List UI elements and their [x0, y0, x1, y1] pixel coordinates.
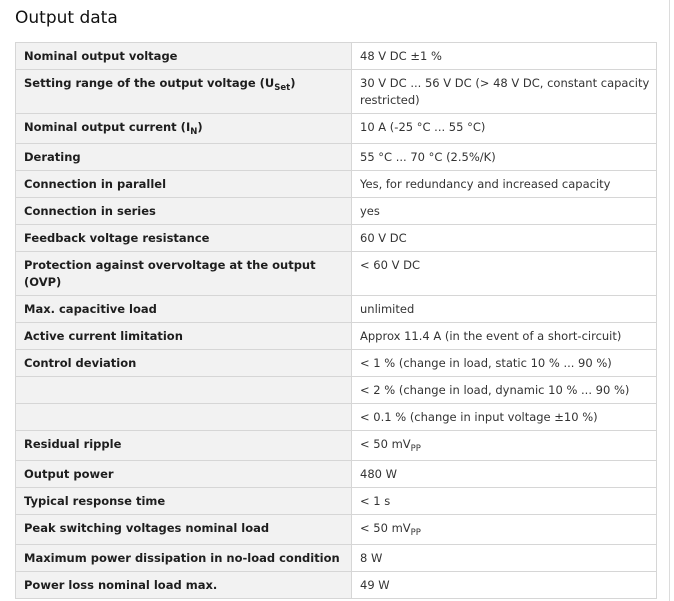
row-label: Residual ripple	[24, 437, 122, 451]
row-value: < 50 mV	[360, 437, 411, 451]
row-value: 480 W	[360, 467, 397, 481]
row-value-cell	[352, 515, 657, 545]
row-value: 55 °C ... 70 °C (2.5%/K)	[360, 150, 496, 164]
row-value-cell	[352, 323, 657, 350]
row-label-cell	[16, 350, 352, 377]
table-row	[16, 323, 657, 350]
table-row	[16, 377, 657, 404]
row-value: < 60 V DC	[360, 258, 420, 272]
row-label: Power loss nominal load max.	[24, 578, 218, 592]
row-label-cell	[16, 171, 352, 198]
row-value: 60 V DC	[360, 231, 407, 245]
row-value-cell	[352, 70, 657, 114]
row-value-cell	[352, 296, 657, 323]
row-value-cell	[352, 431, 657, 461]
row-value: Approx 11.4 A (in the event of a short-circuit)	[360, 329, 622, 343]
table-row	[16, 572, 657, 599]
row-label-cell	[16, 431, 352, 461]
row-label: Protection against overvoltage at the output (OVP)	[24, 258, 316, 289]
row-label: Setting range of the output voltage (U	[24, 76, 275, 90]
table-row	[16, 198, 657, 225]
row-label: Connection in series	[24, 204, 156, 218]
table-body	[16, 43, 657, 599]
row-value-cell	[352, 171, 657, 198]
row-value: < 1 s	[360, 494, 391, 508]
row-value: unlimited	[360, 302, 415, 316]
row-value-cell	[352, 144, 657, 171]
row-label-subscript: Set	[274, 83, 291, 93]
row-label: Derating	[24, 150, 81, 164]
table-row	[16, 296, 657, 323]
row-label-cell	[16, 252, 352, 296]
row-value: 48 V DC ±1 %	[360, 49, 442, 63]
row-label-cell	[16, 198, 352, 225]
row-label-cell	[16, 43, 352, 70]
row-value: < 2 % (change in load, dynamic 10 % ... 90 %)	[360, 383, 630, 397]
row-label-cell	[16, 225, 352, 252]
row-label: Connection in parallel	[24, 177, 167, 191]
row-value: Yes, for redundancy and increased capacity	[360, 177, 611, 191]
row-label-suffix: )	[197, 120, 203, 134]
table-row	[16, 225, 657, 252]
row-label: Maximum power dissipation in no-load condition	[24, 551, 340, 565]
table-row	[16, 114, 657, 144]
row-value-cell	[352, 404, 657, 431]
row-label-cell	[16, 296, 352, 323]
row-label: Typical response time	[24, 494, 166, 508]
row-label-cell	[16, 461, 352, 488]
row-label-cell	[16, 144, 352, 171]
row-value-cell	[352, 461, 657, 488]
row-label: Feedback voltage resistance	[24, 231, 210, 245]
row-label: Output power	[24, 467, 114, 481]
row-label-cell	[16, 377, 352, 404]
row-value-subscript: PP	[410, 528, 421, 538]
row-value-cell	[352, 225, 657, 252]
row-value: 49 W	[360, 578, 390, 592]
row-value: < 50 mV	[360, 521, 411, 535]
row-label: Max. capacitive load	[24, 302, 157, 316]
row-label-cell	[16, 515, 352, 545]
table-row	[16, 350, 657, 377]
page-title: Output data	[15, 8, 118, 28]
row-value-subscript: PP	[410, 444, 421, 454]
row-value-cell	[352, 114, 657, 144]
row-label-cell	[16, 70, 352, 114]
row-label-cell	[16, 114, 352, 144]
row-value: < 1 % (change in load, static 10 % ... 90 %)	[360, 356, 612, 370]
output-data-table	[15, 42, 657, 599]
row-value-cell	[352, 488, 657, 515]
row-label: Nominal output voltage	[24, 49, 178, 63]
row-value-cell	[352, 198, 657, 225]
table-row	[16, 144, 657, 171]
row-label: Peak switching voltages nominal load	[24, 521, 270, 535]
row-label-cell	[16, 488, 352, 515]
table-row	[16, 404, 657, 431]
row-value-cell	[352, 377, 657, 404]
row-label-suffix: )	[290, 76, 296, 90]
row-label-cell	[16, 545, 352, 572]
row-label: Control deviation	[24, 356, 137, 370]
row-label-subscript: N	[190, 127, 198, 137]
row-value: yes	[360, 204, 380, 218]
table-row	[16, 70, 657, 114]
row-label-cell	[16, 404, 352, 431]
row-label-cell	[16, 572, 352, 599]
row-value-cell	[352, 572, 657, 599]
table-row	[16, 488, 657, 515]
table-row	[16, 461, 657, 488]
row-value-cell	[352, 252, 657, 296]
row-value: 30 V DC ... 56 V DC (> 48 V DC, constant capacity restricted)	[360, 76, 650, 107]
table-row	[16, 252, 657, 296]
table-row	[16, 43, 657, 70]
table-row	[16, 431, 657, 461]
row-value: 8 W	[360, 551, 383, 565]
table-row	[16, 171, 657, 198]
scroll-edge-divider	[669, 0, 670, 601]
table-row	[16, 515, 657, 545]
row-value-cell	[352, 545, 657, 572]
row-label: Nominal output current (I	[24, 120, 191, 134]
row-value-cell	[352, 43, 657, 70]
row-label: Active current limitation	[24, 329, 183, 343]
row-label-cell	[16, 323, 352, 350]
row-value: 10 A (-25 °C ... 55 °C)	[360, 120, 486, 134]
table-row	[16, 545, 657, 572]
row-value-cell	[352, 350, 657, 377]
row-value: < 0.1 % (change in input voltage ±10 %)	[360, 410, 598, 424]
